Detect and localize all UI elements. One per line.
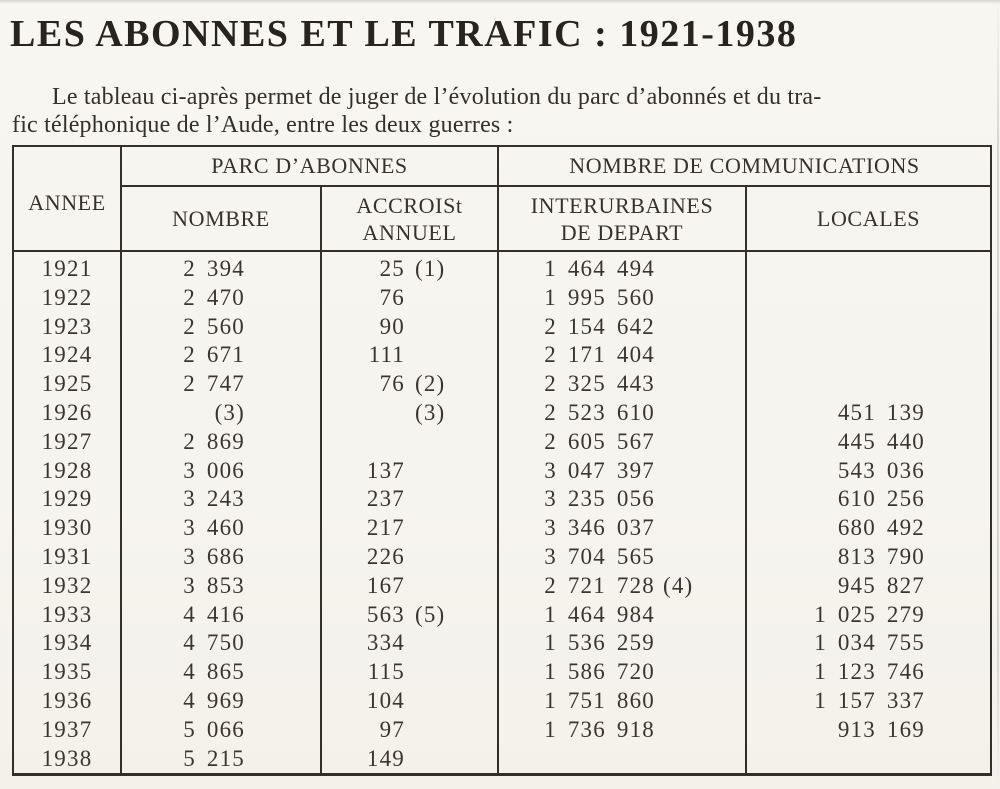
- cell-accroissement: [321, 485, 498, 514]
- header-group-row: [13, 146, 991, 186]
- header-interurbaines: [498, 186, 746, 251]
- cell-nombre: 2 560: [121, 313, 321, 342]
- cell-locales: [746, 313, 991, 342]
- cell-nombre: (3): [121, 399, 321, 428]
- cell-locales: 1 157 337: [746, 687, 991, 716]
- accroissement-value: 334: [366, 630, 405, 656]
- accroissement-value: 97: [379, 716, 405, 742]
- cell-interurbaines: [498, 543, 746, 572]
- interurbaines-footnote: (4): [663, 572, 694, 598]
- cell-annee: 1930: [41, 515, 93, 541]
- cell-nombre: 2 470: [121, 284, 321, 313]
- cell-interurbaines: [498, 284, 746, 313]
- table-row: [13, 543, 991, 572]
- accroissement-footnote: [405, 543, 497, 572]
- interurbaines-footnote: [655, 485, 745, 514]
- accroissement-footnote: (5): [415, 601, 446, 627]
- header-group-communications: NOMBRE DE COMMUNICATIONS: [498, 146, 991, 186]
- table-row: [13, 716, 991, 745]
- cell-interurbaines: [498, 251, 746, 284]
- cell-locales: 610 256: [746, 485, 991, 514]
- cell-annee: 1921: [41, 256, 93, 281]
- cell-accroissement: [321, 572, 498, 601]
- cell-interurbaines: [498, 629, 746, 658]
- table-row: [13, 251, 991, 284]
- accroissement-footnote: [405, 485, 497, 514]
- intro-line-1: Le tableau ci-après permet de juger de l’évolution du parc d’abonnés et du tra-: [52, 84, 822, 110]
- interurbaines-value: 2 325 443: [544, 371, 655, 397]
- cell-accroissement: [321, 313, 498, 342]
- accroissement-footnote: [405, 687, 497, 716]
- cell-accroissement: [321, 658, 498, 687]
- cell-accroissement: [321, 745, 498, 775]
- cell-accroissement: [321, 716, 498, 745]
- cell-nombre: 2 747: [121, 370, 321, 399]
- accroissement-footnote: (1): [415, 256, 446, 281]
- cell-locales: 445 440: [746, 428, 991, 457]
- scan-artifact-right: [997, 0, 999, 789]
- interurbaines-footnote: [655, 370, 745, 399]
- accroissement-footnote: [405, 745, 497, 774]
- cell-annee: 1933: [41, 601, 93, 627]
- cell-nombre: 3 460: [121, 514, 321, 543]
- cell-annee: 1925: [41, 371, 93, 397]
- intro-paragraph: [12, 83, 994, 139]
- cell-locales: 680 492: [746, 514, 991, 543]
- cell-accroissement: [321, 543, 498, 572]
- cell-interurbaines: [498, 457, 746, 486]
- cell-annee: 1926: [41, 399, 93, 425]
- interurbaines-footnote: [655, 629, 745, 658]
- cell-annee: 1929: [41, 486, 93, 512]
- table-row: [13, 629, 991, 658]
- accroissement-value: 115: [367, 659, 405, 685]
- header-locales: LOCALES: [746, 186, 991, 251]
- interurbaines-footnote: [655, 658, 745, 687]
- accroissement-value: 90: [379, 313, 405, 339]
- table-row: [13, 428, 991, 457]
- interurbaines-footnote: [655, 284, 745, 313]
- statistics-table: [12, 145, 992, 776]
- accroissement-value: 167: [366, 572, 405, 598]
- cell-interurbaines: [498, 572, 746, 601]
- cell-annee: 1923: [41, 313, 93, 339]
- interurbaines-footnote: [655, 255, 745, 284]
- cell-interurbaines: [498, 601, 746, 630]
- interurbaines-value: 1 736 918: [544, 716, 655, 742]
- cell-locales: 1 025 279: [746, 601, 991, 630]
- accroissement-footnote: [405, 658, 497, 687]
- interurbaines-value: 3 235 056: [544, 486, 655, 512]
- interurbaines-value: 1 464 494: [544, 256, 655, 281]
- header-accroissement-line1: ACCROISt: [356, 192, 463, 218]
- accroissement-value: 226: [366, 543, 405, 569]
- cell-annee: 1924: [41, 342, 93, 368]
- interurbaines-footnote: [655, 543, 745, 572]
- accroissement-value: 237: [366, 486, 405, 512]
- accroissement-footnote: [405, 284, 497, 313]
- accroissement-footnote: [405, 514, 497, 543]
- accroissement-value: 25: [379, 256, 405, 281]
- accroissement-footnote: [405, 572, 497, 601]
- interurbaines-value: 2 154 642: [544, 313, 655, 339]
- accroissement-footnote: [405, 341, 497, 370]
- interurbaines-footnote: [655, 514, 745, 543]
- accroissement-value: 149: [366, 745, 405, 771]
- interurbaines-value: 3 346 037: [544, 515, 655, 541]
- accroissement-value: [322, 399, 405, 428]
- table-row: [13, 485, 991, 514]
- interurbaines-footnote: [655, 687, 745, 716]
- cell-accroissement: [321, 370, 498, 399]
- header-accroissement: [321, 186, 498, 251]
- table-row: [13, 284, 991, 313]
- cell-nombre: 2 869: [121, 428, 321, 457]
- interurbaines-footnote: [655, 716, 745, 745]
- cell-interurbaines: [498, 485, 746, 514]
- header-sub-row: [13, 186, 991, 251]
- cell-annee: 1936: [41, 687, 93, 713]
- cell-nombre: 2 394: [121, 251, 321, 284]
- cell-annee: 1922: [41, 284, 93, 310]
- table-row: [13, 313, 991, 342]
- table-row: [13, 457, 991, 486]
- cell-interurbaines: [498, 341, 746, 370]
- cell-locales: [746, 284, 991, 313]
- cell-accroissement: [321, 284, 498, 313]
- accroissement-value: 111: [368, 342, 405, 368]
- cell-accroissement: [321, 687, 498, 716]
- interurbaines-value: 1 586 720: [544, 659, 655, 685]
- cell-accroissement: [321, 629, 498, 658]
- table-row: [13, 370, 991, 399]
- table-row: [13, 399, 991, 428]
- cell-interurbaines: [498, 745, 746, 775]
- accroissement-value: 217: [366, 515, 405, 541]
- table-row: [13, 341, 991, 370]
- cell-locales: 945 827: [746, 572, 991, 601]
- cell-interurbaines: [498, 687, 746, 716]
- cell-interurbaines: [498, 370, 746, 399]
- cell-interurbaines: [498, 514, 746, 543]
- cell-nombre: 4 750: [121, 629, 321, 658]
- accroissement-footnote: (3): [415, 399, 446, 425]
- interurbaines-value: 1 464 984: [544, 601, 655, 627]
- scan-artifact-top: [0, 0, 1000, 4]
- cell-accroissement: [321, 514, 498, 543]
- cell-annee: 1927: [41, 428, 93, 454]
- accroissement-footnote: [405, 313, 497, 342]
- cell-interurbaines: [498, 399, 746, 428]
- interurbaines-footnote: [655, 457, 745, 486]
- interurbaines-value: 2 605 567: [544, 428, 655, 454]
- table-body: [13, 251, 991, 775]
- cell-accroissement: [321, 251, 498, 284]
- accroissement-footnote: [405, 457, 497, 486]
- accroissement-value: 76: [379, 284, 405, 310]
- page-title: LES ABONNES ET LE TRAFIC : 1921-1938: [10, 13, 798, 55]
- accroissement-value: 104: [366, 687, 405, 713]
- interurbaines-value: 3 047 397: [544, 457, 655, 483]
- cell-interurbaines: [498, 313, 746, 342]
- interurbaines-footnote: [655, 399, 745, 428]
- cell-locales: 1 123 746: [746, 658, 991, 687]
- accroissement-footnote: (2): [415, 371, 446, 397]
- cell-nombre: 5 066: [121, 716, 321, 745]
- cell-accroissement: [321, 457, 498, 486]
- interurbaines-footnote: [655, 428, 745, 457]
- intro-line-2: fic téléphonique de l’Aude, entre les deux guerres :: [12, 112, 514, 138]
- cell-accroissement: [321, 428, 498, 457]
- interurbaines-value: 3 704 565: [544, 543, 655, 569]
- header-interurbaines-line1: INTERURBAINES: [530, 192, 714, 218]
- cell-locales: 1 034 755: [746, 629, 991, 658]
- cell-accroissement: [321, 601, 498, 630]
- interurbaines-value: 1 536 259: [544, 630, 655, 656]
- cell-annee: 1934: [41, 630, 93, 656]
- cell-annee: 1937: [41, 716, 93, 742]
- interurbaines-footnote: [655, 601, 745, 630]
- cell-nombre: 4 416: [121, 601, 321, 630]
- interurbaines-value: 1 995 560: [544, 284, 655, 310]
- cell-nombre: 3 006: [121, 457, 321, 486]
- table-row: [13, 745, 991, 775]
- accroissement-value: 137: [366, 457, 405, 483]
- accroissement-footnote: [405, 629, 497, 658]
- interurbaines-footnote: [655, 313, 745, 342]
- interurbaines-value: 2 721 728: [544, 572, 655, 598]
- header-nombre: NOMBRE: [121, 186, 321, 251]
- accroissement-value: 76: [379, 371, 405, 397]
- header-annee: ANNEE: [13, 146, 121, 251]
- cell-annee: 1931: [41, 543, 93, 569]
- table-row: [13, 687, 991, 716]
- cell-locales: 813 790: [746, 543, 991, 572]
- header-interurbaines-line2: DE DEPART: [560, 219, 684, 245]
- table-row: [13, 601, 991, 630]
- cell-locales: 913 169: [746, 716, 991, 745]
- cell-accroissement: [321, 399, 498, 428]
- cell-locales: 451 139: [746, 399, 991, 428]
- cell-nombre: 4 969: [121, 687, 321, 716]
- cell-nombre: 3 686: [121, 543, 321, 572]
- interurbaines-value: 2 171 404: [544, 342, 655, 368]
- table-row: [13, 658, 991, 687]
- interurbaines-value: 2 523 610: [544, 399, 655, 425]
- cell-nombre: 4 865: [121, 658, 321, 687]
- cell-annee: 1932: [41, 572, 93, 598]
- header-group-parc-abonnes: PARC D’ABONNES: [121, 146, 498, 186]
- cell-annee: 1938: [41, 745, 93, 771]
- cell-locales: 543 036: [746, 457, 991, 486]
- table-row: [13, 572, 991, 601]
- cell-locales: [746, 251, 991, 284]
- cell-nombre: 2 671: [121, 341, 321, 370]
- cell-annee: 1928: [41, 457, 93, 483]
- cell-nombre: 3 243: [121, 485, 321, 514]
- accroissement-value: 563: [366, 601, 405, 627]
- cell-locales: [746, 370, 991, 399]
- interurbaines-footnote: [655, 341, 745, 370]
- header-accroissement-line2: ANNUEL: [362, 219, 457, 245]
- table-row: [13, 514, 991, 543]
- cell-interurbaines: [498, 428, 746, 457]
- accroissement-footnote: [405, 716, 497, 745]
- cell-nombre: 5 215: [121, 745, 321, 775]
- cell-accroissement: [321, 341, 498, 370]
- interurbaines-value: 1 751 860: [544, 687, 655, 713]
- table-header: [13, 146, 991, 251]
- cell-annee: 1935: [41, 659, 93, 685]
- cell-interurbaines: [498, 658, 746, 687]
- cell-locales: [746, 341, 991, 370]
- cell-nombre: 3 853: [121, 572, 321, 601]
- cell-locales: [746, 745, 991, 775]
- cell-interurbaines: [498, 716, 746, 745]
